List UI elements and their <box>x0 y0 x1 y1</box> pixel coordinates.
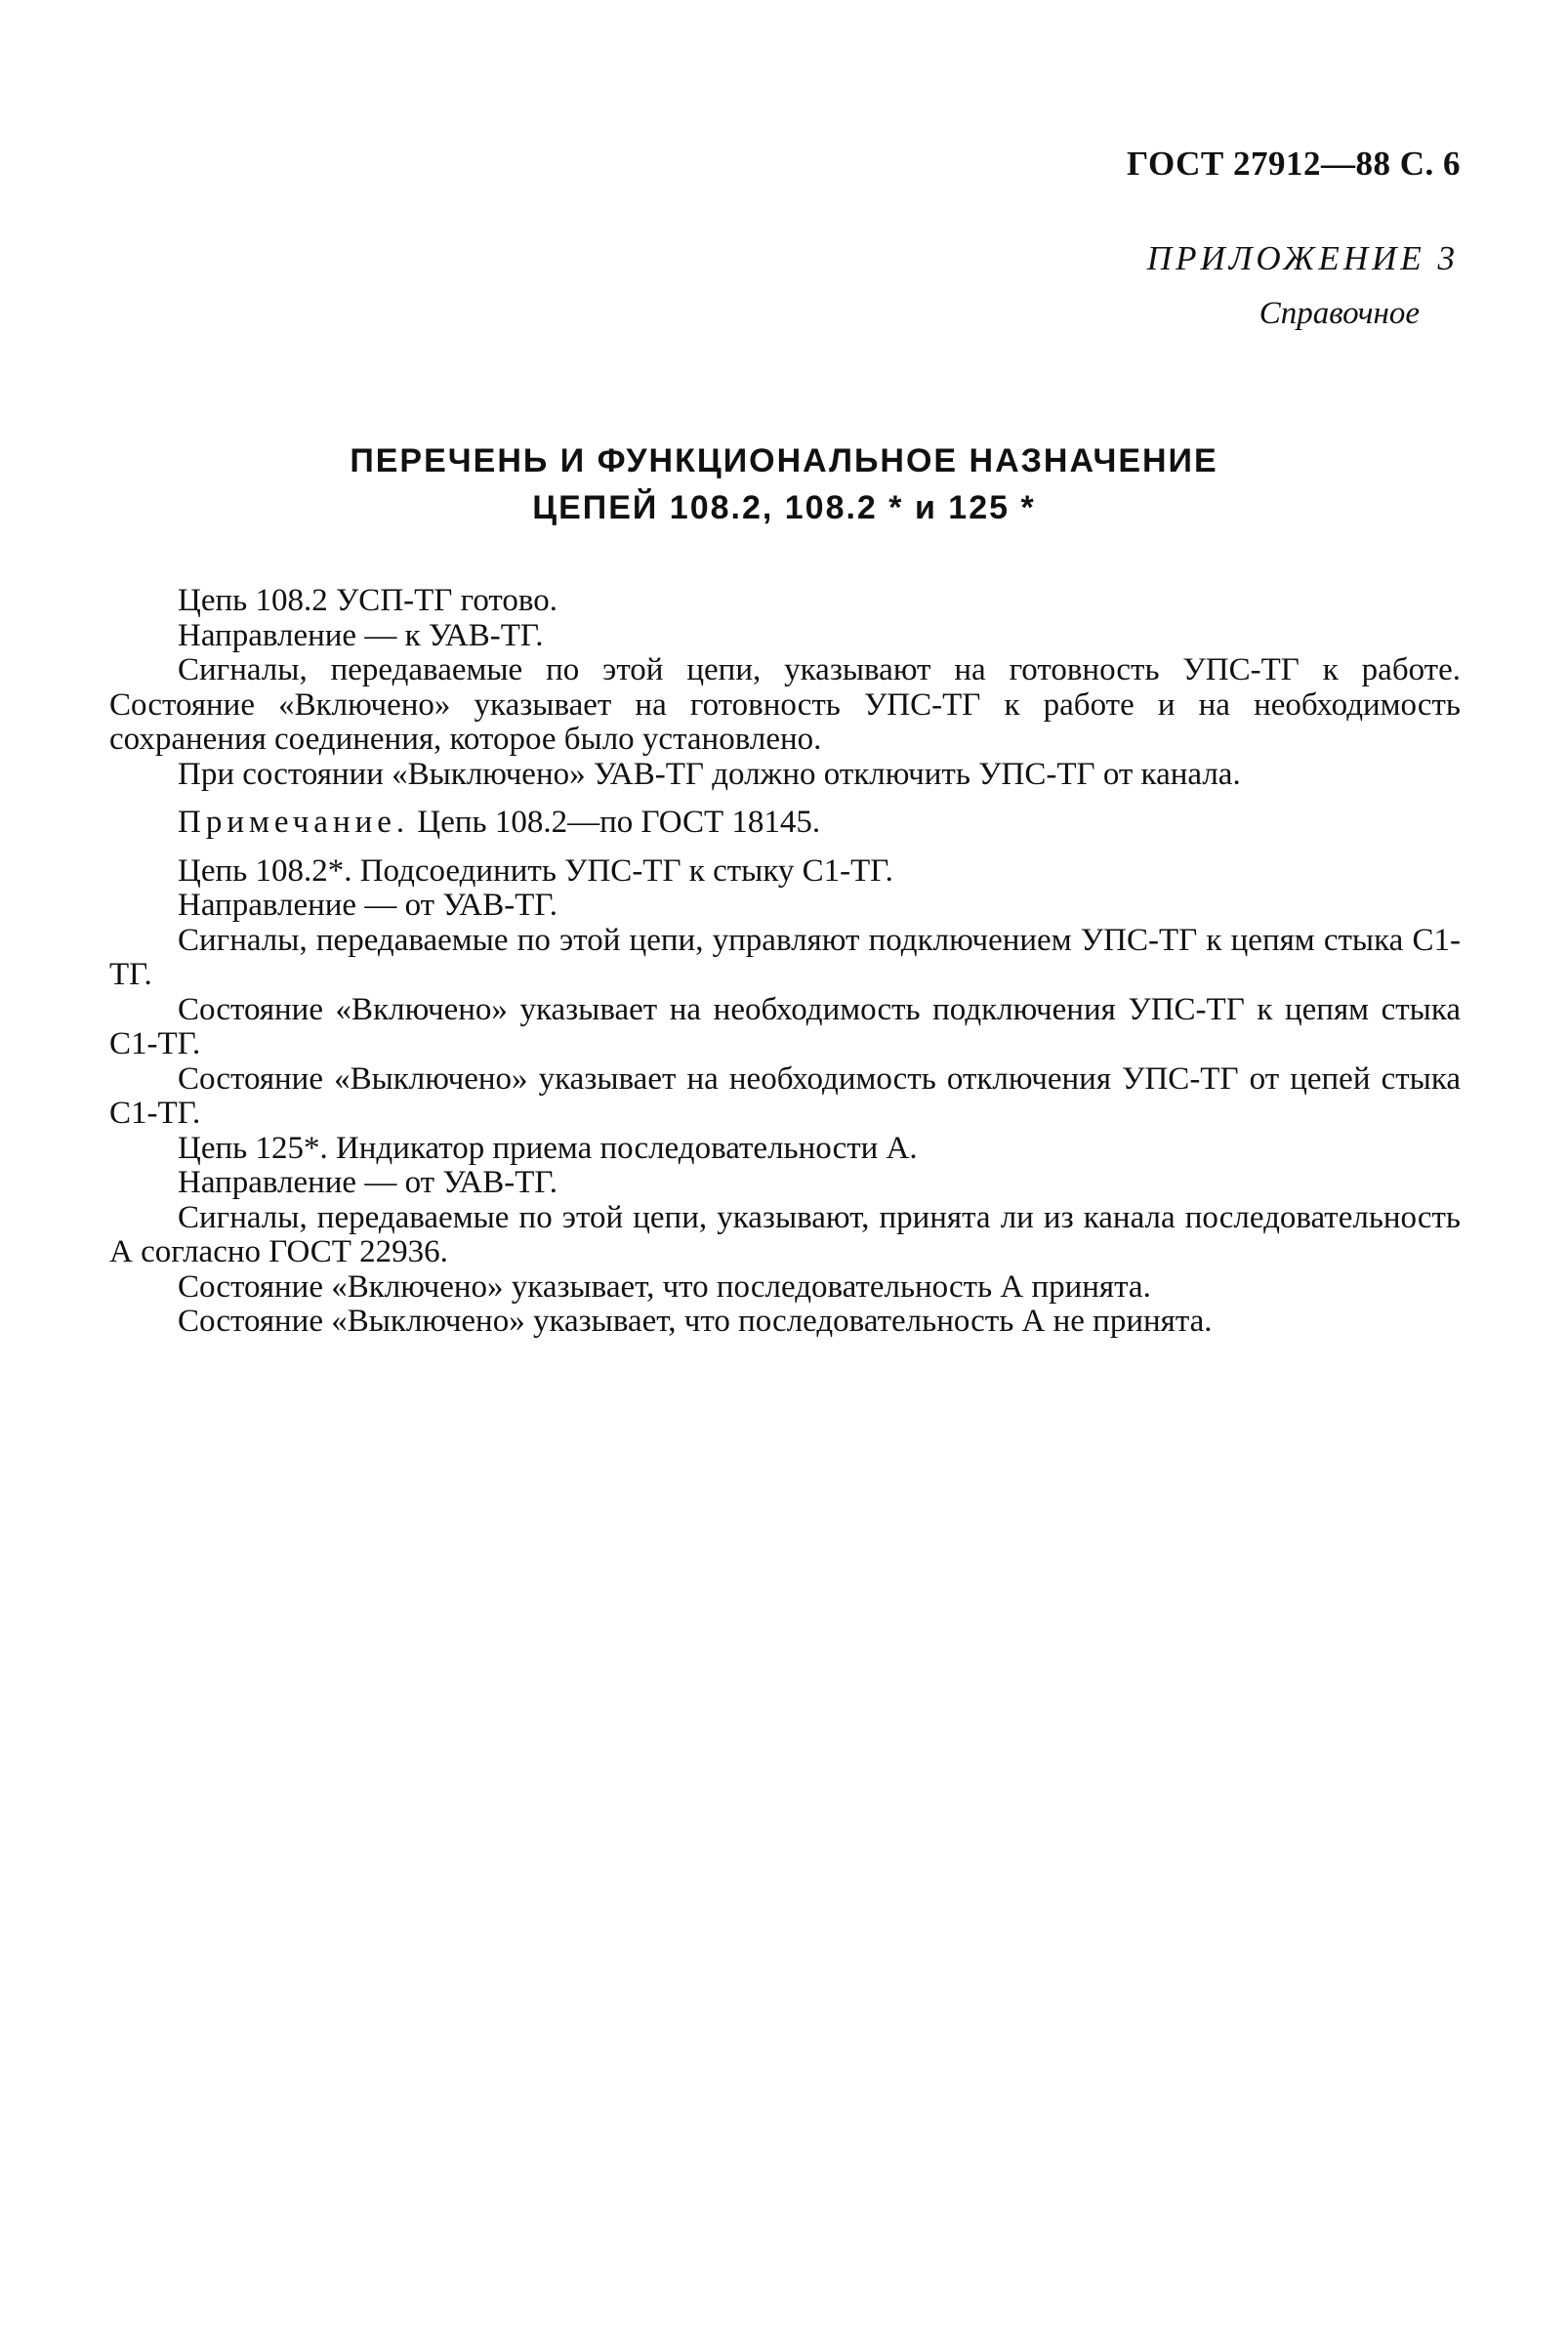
page-title-line-1: ПЕРЕЧЕНЬ И ФУНКЦИОНАЛЬНОЕ НАЗНАЧЕНИЕ <box>350 442 1218 479</box>
paragraph-direction-1: Направление — к УАВ-ТГ. <box>178 617 544 653</box>
paragraph-circuit-125-star: Цепь 125*. Индикатор приема последовательности А. <box>178 1130 918 1166</box>
appendix-subtitle: Справочное <box>1259 296 1420 331</box>
note-text: Цепь 108.2—по ГОСТ 18145. <box>409 805 821 840</box>
paragraph-direction-3: Направление — от УАВ-ТГ. <box>178 1165 557 1200</box>
page-title-line-2: ЦЕПЕЙ 108.2, 108.2 * и 125 * <box>532 489 1036 526</box>
paragraph-on-state-2: Состояние «Включено» указывает на необходимость подключения УПС-ТГ к цепям стыка С1-ТГ. <box>109 991 1461 1061</box>
paragraph-off-state-2: Состояние «Выключено» указывает на необходимость отключения УПС-ТГ от цепей стыка С1-ТГ. <box>109 1060 1461 1131</box>
appendix-title: ПРИЛОЖЕНИЕ 3 <box>1146 239 1459 277</box>
paragraph-signals-1: Сигналы, передаваемые по этой цепи, указывают на готовность УПС-ТГ к работе. Состояние «Включено» указывает на готовность УПС-ТГ к работе и на необходимость сохранения соединения, которое было установлено. <box>109 652 1461 757</box>
paragraph-circuit-108-2: Цепь 108.2 УСП-ТГ готово. <box>178 583 557 618</box>
paragraph-off-state-3: Состояние «Выключено» указывает, что последовательность А не принята. <box>178 1304 1213 1339</box>
paragraph-on-state-3: Состояние «Включено» указывает, что последовательность А принята. <box>178 1268 1151 1305</box>
note-paragraph <box>109 806 1461 841</box>
paragraph-signals-3: Сигналы, передаваемые по этой цепи, указывают, принята ли из канала последовательность А согласно ГОСТ 22936. <box>109 1199 1461 1269</box>
page-header: ГОСТ 27912—88 С. 6 <box>1127 145 1461 183</box>
paragraph-direction-2: Направление — от УАВ-ТГ. <box>178 888 557 923</box>
note-label: Примечание. <box>178 805 410 840</box>
paragraph-circuit-108-2-star: Цепь 108.2*. Подсоединить УПС-ТГ к стыку С1-ТГ. <box>178 852 893 889</box>
paragraph-signals-2: Сигналы, передаваемые по этой цепи, управляют подключением УПС-ТГ к цепям стыка С1-ТГ. <box>109 922 1461 992</box>
page-title <box>0 437 1568 531</box>
appendix-label <box>1147 234 1459 338</box>
document-body <box>109 584 1461 1340</box>
paragraph-off-state-1: При состоянии «Выключено» УАВ-ТГ должно отключить УПС-ТГ от канала. <box>178 756 1241 792</box>
